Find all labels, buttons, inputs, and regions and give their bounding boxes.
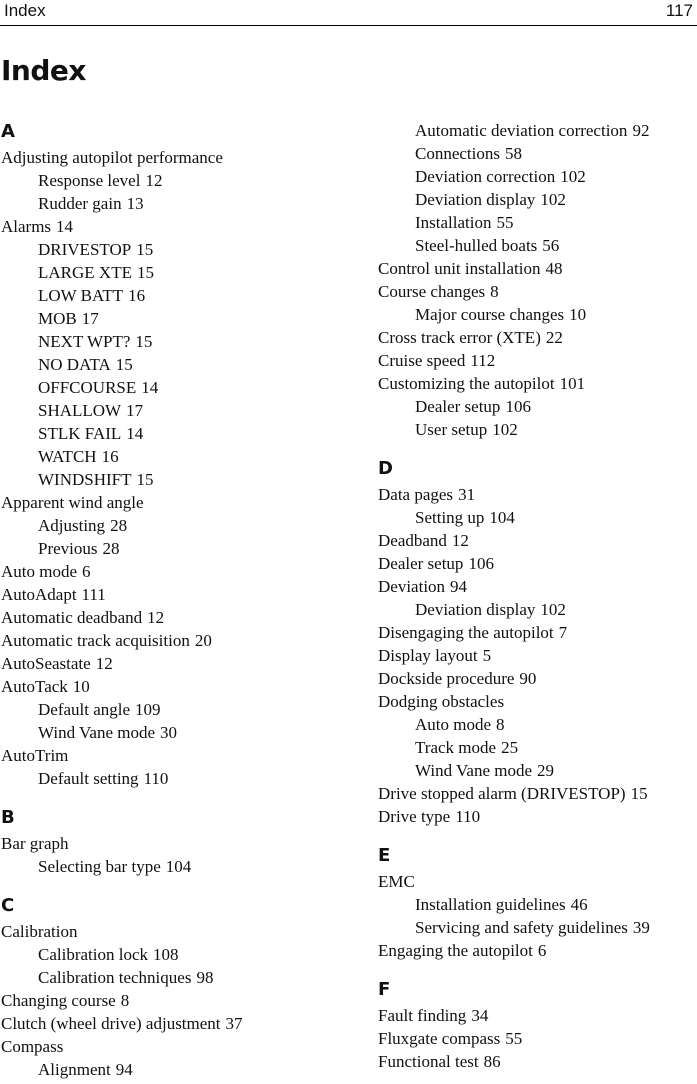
entry-term: Selecting bar type [38, 857, 161, 876]
entry-page-number: 15 [136, 470, 154, 489]
index-subentry [1, 192, 371, 215]
index-entry [378, 280, 696, 303]
entry-term: Calibration [1, 922, 78, 941]
entry-term: Installation [415, 213, 492, 232]
entry-term: Dealer setup [415, 397, 501, 416]
index-subentry [1, 468, 371, 491]
index-letter-d: D [378, 458, 393, 479]
entry-page-number: 29 [537, 761, 555, 780]
entry-term: Steel-hulled boats [415, 236, 538, 255]
index-entry [378, 690, 696, 713]
index-entry [1, 1035, 371, 1058]
entry-page-number: 8 [490, 282, 499, 301]
entry-term: Data pages [378, 485, 454, 504]
index-entry [378, 529, 696, 552]
entry-term: Customizing the autopilot [378, 374, 555, 393]
index-entry [378, 870, 696, 893]
index-subentry [378, 234, 696, 257]
index-entry [1, 675, 371, 698]
entry-term: Response level [38, 171, 141, 190]
entry-term: Drive type [378, 807, 451, 826]
index-subentry [1, 422, 371, 445]
entry-page-number: 46 [570, 895, 588, 914]
index-entry [1, 744, 371, 767]
entry-term: Cruise speed [378, 351, 466, 370]
entry-page-number: 14 [126, 424, 144, 443]
entry-term: Servicing and safety guidelines [415, 918, 628, 937]
index-subentry [378, 119, 696, 142]
entry-page-number: 10 [569, 305, 587, 324]
entry-page-number: 17 [81, 309, 99, 328]
entry-page-number: 56 [542, 236, 560, 255]
entry-page-number: 101 [559, 374, 586, 393]
entry-term: Default setting [38, 769, 139, 788]
entry-term: Adjusting [38, 516, 106, 535]
entry-page-number: 15 [136, 263, 154, 282]
index-subentry [1, 514, 371, 537]
index-entry [1, 629, 371, 652]
entry-term: Display layout [378, 646, 478, 665]
entry-term: OFFCOURSE [38, 378, 137, 397]
header-section-title: Index [4, 1, 46, 20]
index-letter-a: A [1, 121, 15, 142]
index-subentry [378, 303, 696, 326]
entry-term: Alarms [1, 217, 52, 236]
index-entry [1, 491, 371, 514]
entry-page-number: 12 [95, 654, 113, 673]
index-subentry [378, 916, 696, 939]
entry-term: Alignment [38, 1060, 111, 1079]
entry-term: MOB [38, 309, 77, 328]
entry-term: Adjusting autopilot performance [1, 148, 223, 167]
page-title: Index [1, 54, 86, 87]
entry-page-number: 106 [505, 397, 531, 416]
index-subentry [1, 966, 371, 989]
entry-term: AutoSeastate [1, 654, 91, 673]
entry-page-number: 13 [126, 194, 144, 213]
index-subentry [1, 943, 371, 966]
index-entry [1, 583, 371, 606]
entry-page-number: 94 [450, 577, 468, 596]
index-subentry [378, 142, 696, 165]
entry-term: Disengaging the autopilot [378, 623, 554, 642]
index-entry [378, 805, 696, 828]
index-subentry [1, 330, 371, 353]
index-entry [378, 782, 696, 805]
entry-page-number: 34 [471, 1006, 489, 1025]
entry-term: User setup [415, 420, 488, 439]
index-entry [378, 552, 696, 575]
entry-term: Calibration techniques [38, 968, 192, 987]
entry-term: Automatic deadband [1, 608, 143, 627]
entry-page-number: 16 [128, 286, 146, 305]
index-entry [378, 372, 696, 395]
entry-page-number: 8 [496, 715, 505, 734]
entry-page-number: 104 [165, 857, 192, 876]
entry-page-number: 110 [143, 769, 169, 788]
entry-page-number: 48 [545, 259, 563, 278]
entry-term: Course changes [378, 282, 486, 301]
entry-page-number: 55 [496, 213, 514, 232]
entry-term: STLK FAIL [38, 424, 122, 443]
index-column-right [378, 119, 696, 1073]
entry-term: Drive stopped alarm (DRIVESTOP) [378, 784, 626, 803]
entry-term: Compass [1, 1037, 64, 1056]
index-subentry [1, 855, 371, 878]
index-entry [1, 1012, 371, 1035]
index-entry [378, 939, 696, 962]
entry-term: NO DATA [38, 355, 111, 374]
entry-page-number: 111 [81, 585, 106, 604]
entry-term: SHALLOW [38, 401, 122, 420]
entry-term: Calibration lock [38, 945, 149, 964]
index-entry [1, 560, 371, 583]
index-subentry [378, 736, 696, 759]
index-entry [1, 146, 371, 169]
index-subentry [378, 418, 696, 441]
entry-term: Setting up [415, 508, 485, 527]
index-subentry [378, 395, 696, 418]
index-subentry [1, 376, 371, 399]
entry-term: LOW BATT [38, 286, 124, 305]
index-subentry [378, 506, 696, 529]
entry-page-number: 28 [110, 516, 128, 535]
entry-term: Wind Vane mode [38, 723, 156, 742]
index-subentry [1, 537, 371, 560]
entry-page-number: 15 [115, 355, 133, 374]
entry-term: Deviation [378, 577, 446, 596]
entry-page-number: 15 [135, 332, 153, 351]
index-subentry [378, 759, 696, 782]
entry-term: Installation guidelines [415, 895, 566, 914]
entry-page-number: 17 [126, 401, 144, 420]
index-subentry [1, 399, 371, 422]
entry-term: Control unit installation [378, 259, 541, 278]
index-entry [1, 989, 371, 1012]
index-entry [378, 483, 696, 506]
entry-page-number: 109 [135, 700, 161, 719]
entry-term: LARGE XTE [38, 263, 132, 282]
entry-term: Auto mode [415, 715, 492, 734]
index-subentry [378, 165, 696, 188]
index-subentry [1, 307, 371, 330]
index-entry [1, 652, 371, 675]
index-letter-f: F [378, 979, 391, 1000]
index-entry [378, 1027, 696, 1050]
entry-page-number: 25 [501, 738, 519, 757]
index-entry [378, 667, 696, 690]
index-subentry [1, 238, 371, 261]
index-subentry [378, 713, 696, 736]
entry-term: Deviation display [415, 190, 536, 209]
entry-term: Automatic deviation correction [415, 121, 628, 140]
index-subentry [1, 767, 371, 790]
entry-page-number: 7 [558, 623, 568, 642]
entry-term: AutoTack [1, 677, 68, 696]
entry-term: Dodging obstacles [378, 692, 505, 711]
entry-page-number: 102 [540, 600, 566, 619]
entry-term: Deviation correction [415, 167, 556, 186]
index-entry [1, 606, 371, 629]
entry-page-number: 12 [451, 531, 469, 550]
entry-page-number: 20 [194, 631, 212, 650]
entry-term: Bar graph [1, 834, 69, 853]
index-entry [1, 920, 371, 943]
entry-page-number: 92 [632, 121, 650, 140]
entry-term: Changing course [1, 991, 116, 1010]
entry-term: Fluxgate compass [378, 1029, 501, 1048]
index-subentry [1, 169, 371, 192]
entry-page-number: 110 [455, 807, 481, 826]
entry-term: Default angle [38, 700, 131, 719]
entry-page-number: 6 [537, 941, 547, 960]
entry-page-number: 16 [101, 447, 119, 466]
index-entry [378, 1004, 696, 1027]
entry-term: Auto mode [1, 562, 78, 581]
entry-term: Previous [38, 539, 98, 558]
entry-term: Engaging the autopilot [378, 941, 533, 960]
index-entry [378, 621, 696, 644]
index-letter-c: C [1, 895, 15, 916]
entry-term: Dealer setup [378, 554, 464, 573]
entry-term: Automatic track acquisition [1, 631, 190, 650]
entry-term: WINDSHIFT [38, 470, 132, 489]
entry-term: DRIVESTOP [38, 240, 132, 259]
entry-page-number: 102 [492, 420, 518, 439]
index-entry [378, 349, 696, 372]
index-subentry [1, 698, 371, 721]
index-subentry [1, 721, 371, 744]
entry-page-number: 98 [196, 968, 214, 987]
index-subentry [378, 598, 696, 621]
entry-page-number: 14 [141, 378, 159, 397]
index-entry [378, 644, 696, 667]
entry-page-number: 90 [519, 669, 537, 688]
entry-term: NEXT WPT? [38, 332, 131, 351]
entry-page-number: 58 [505, 144, 522, 163]
header-page-number: 117 [665, 1, 693, 20]
entry-term: AutoAdapt [1, 585, 77, 604]
entry-page-number: 39 [632, 918, 650, 937]
entry-page-number: 106 [468, 554, 494, 573]
entry-term: Functional test [378, 1052, 479, 1071]
entry-term: Major course changes [415, 305, 565, 324]
entry-page-number: 86 [483, 1052, 501, 1071]
entry-page-number: 14 [56, 217, 74, 236]
entry-page-number: 104 [489, 508, 515, 527]
index-subentry [378, 188, 696, 211]
entry-page-number: 102 [540, 190, 566, 209]
entry-term: Fault finding [378, 1006, 467, 1025]
entry-page-number: 10 [72, 677, 90, 696]
entry-page-number: 31 [458, 485, 476, 504]
entry-page-number: 12 [147, 608, 165, 627]
entry-page-number: 12 [145, 171, 163, 190]
entry-page-number: 30 [160, 723, 178, 742]
entry-page-number: 6 [82, 562, 91, 581]
index-entry [1, 832, 371, 855]
entry-term: Track mode [415, 738, 497, 757]
entry-page-number: 15 [136, 240, 154, 259]
index-entry [378, 326, 696, 349]
index-subentry [1, 261, 371, 284]
entry-page-number: 94 [115, 1060, 133, 1079]
entry-page-number: 28 [102, 539, 120, 558]
index-subentry [1, 1058, 371, 1081]
index-entry [378, 575, 696, 598]
entry-term: Apparent wind angle [1, 493, 144, 512]
running-header [0, 0, 697, 26]
index-entry [378, 257, 696, 280]
entry-page-number: 8 [120, 991, 130, 1010]
entry-term: Connections [415, 144, 500, 163]
entry-page-number: 112 [470, 351, 496, 370]
index-letter-b: B [1, 807, 15, 828]
entry-page-number: 108 [153, 945, 179, 964]
index-column-left [1, 118, 371, 1081]
entry-page-number: 55 [505, 1029, 523, 1048]
index-subentry [378, 211, 696, 234]
entry-term: Wind Vane mode [415, 761, 533, 780]
index-subentry [1, 353, 371, 376]
entry-page-number: 37 [225, 1014, 243, 1033]
index-letter-e: E [378, 845, 391, 866]
entry-term: Clutch (wheel drive) adjustment [1, 1014, 221, 1033]
index-entry [378, 1050, 696, 1073]
entry-page-number: 22 [545, 328, 563, 347]
entry-page-number: 102 [560, 167, 586, 186]
index-entry [1, 215, 371, 238]
index-subentry [1, 445, 371, 468]
entry-term: WATCH [38, 447, 97, 466]
index-subentry [1, 284, 371, 307]
entry-term: AutoTrim [1, 746, 69, 765]
index-subentry [378, 893, 696, 916]
entry-term: Rudder gain [38, 194, 122, 213]
entry-term: Cross track error (XTE) [378, 328, 541, 347]
entry-term: Deviation display [415, 600, 536, 619]
entry-page-number: 15 [630, 784, 648, 803]
entry-term: Deadband [378, 531, 447, 550]
entry-term: EMC [378, 872, 415, 891]
entry-page-number: 5 [482, 646, 492, 665]
entry-term: Dockside procedure [378, 669, 515, 688]
